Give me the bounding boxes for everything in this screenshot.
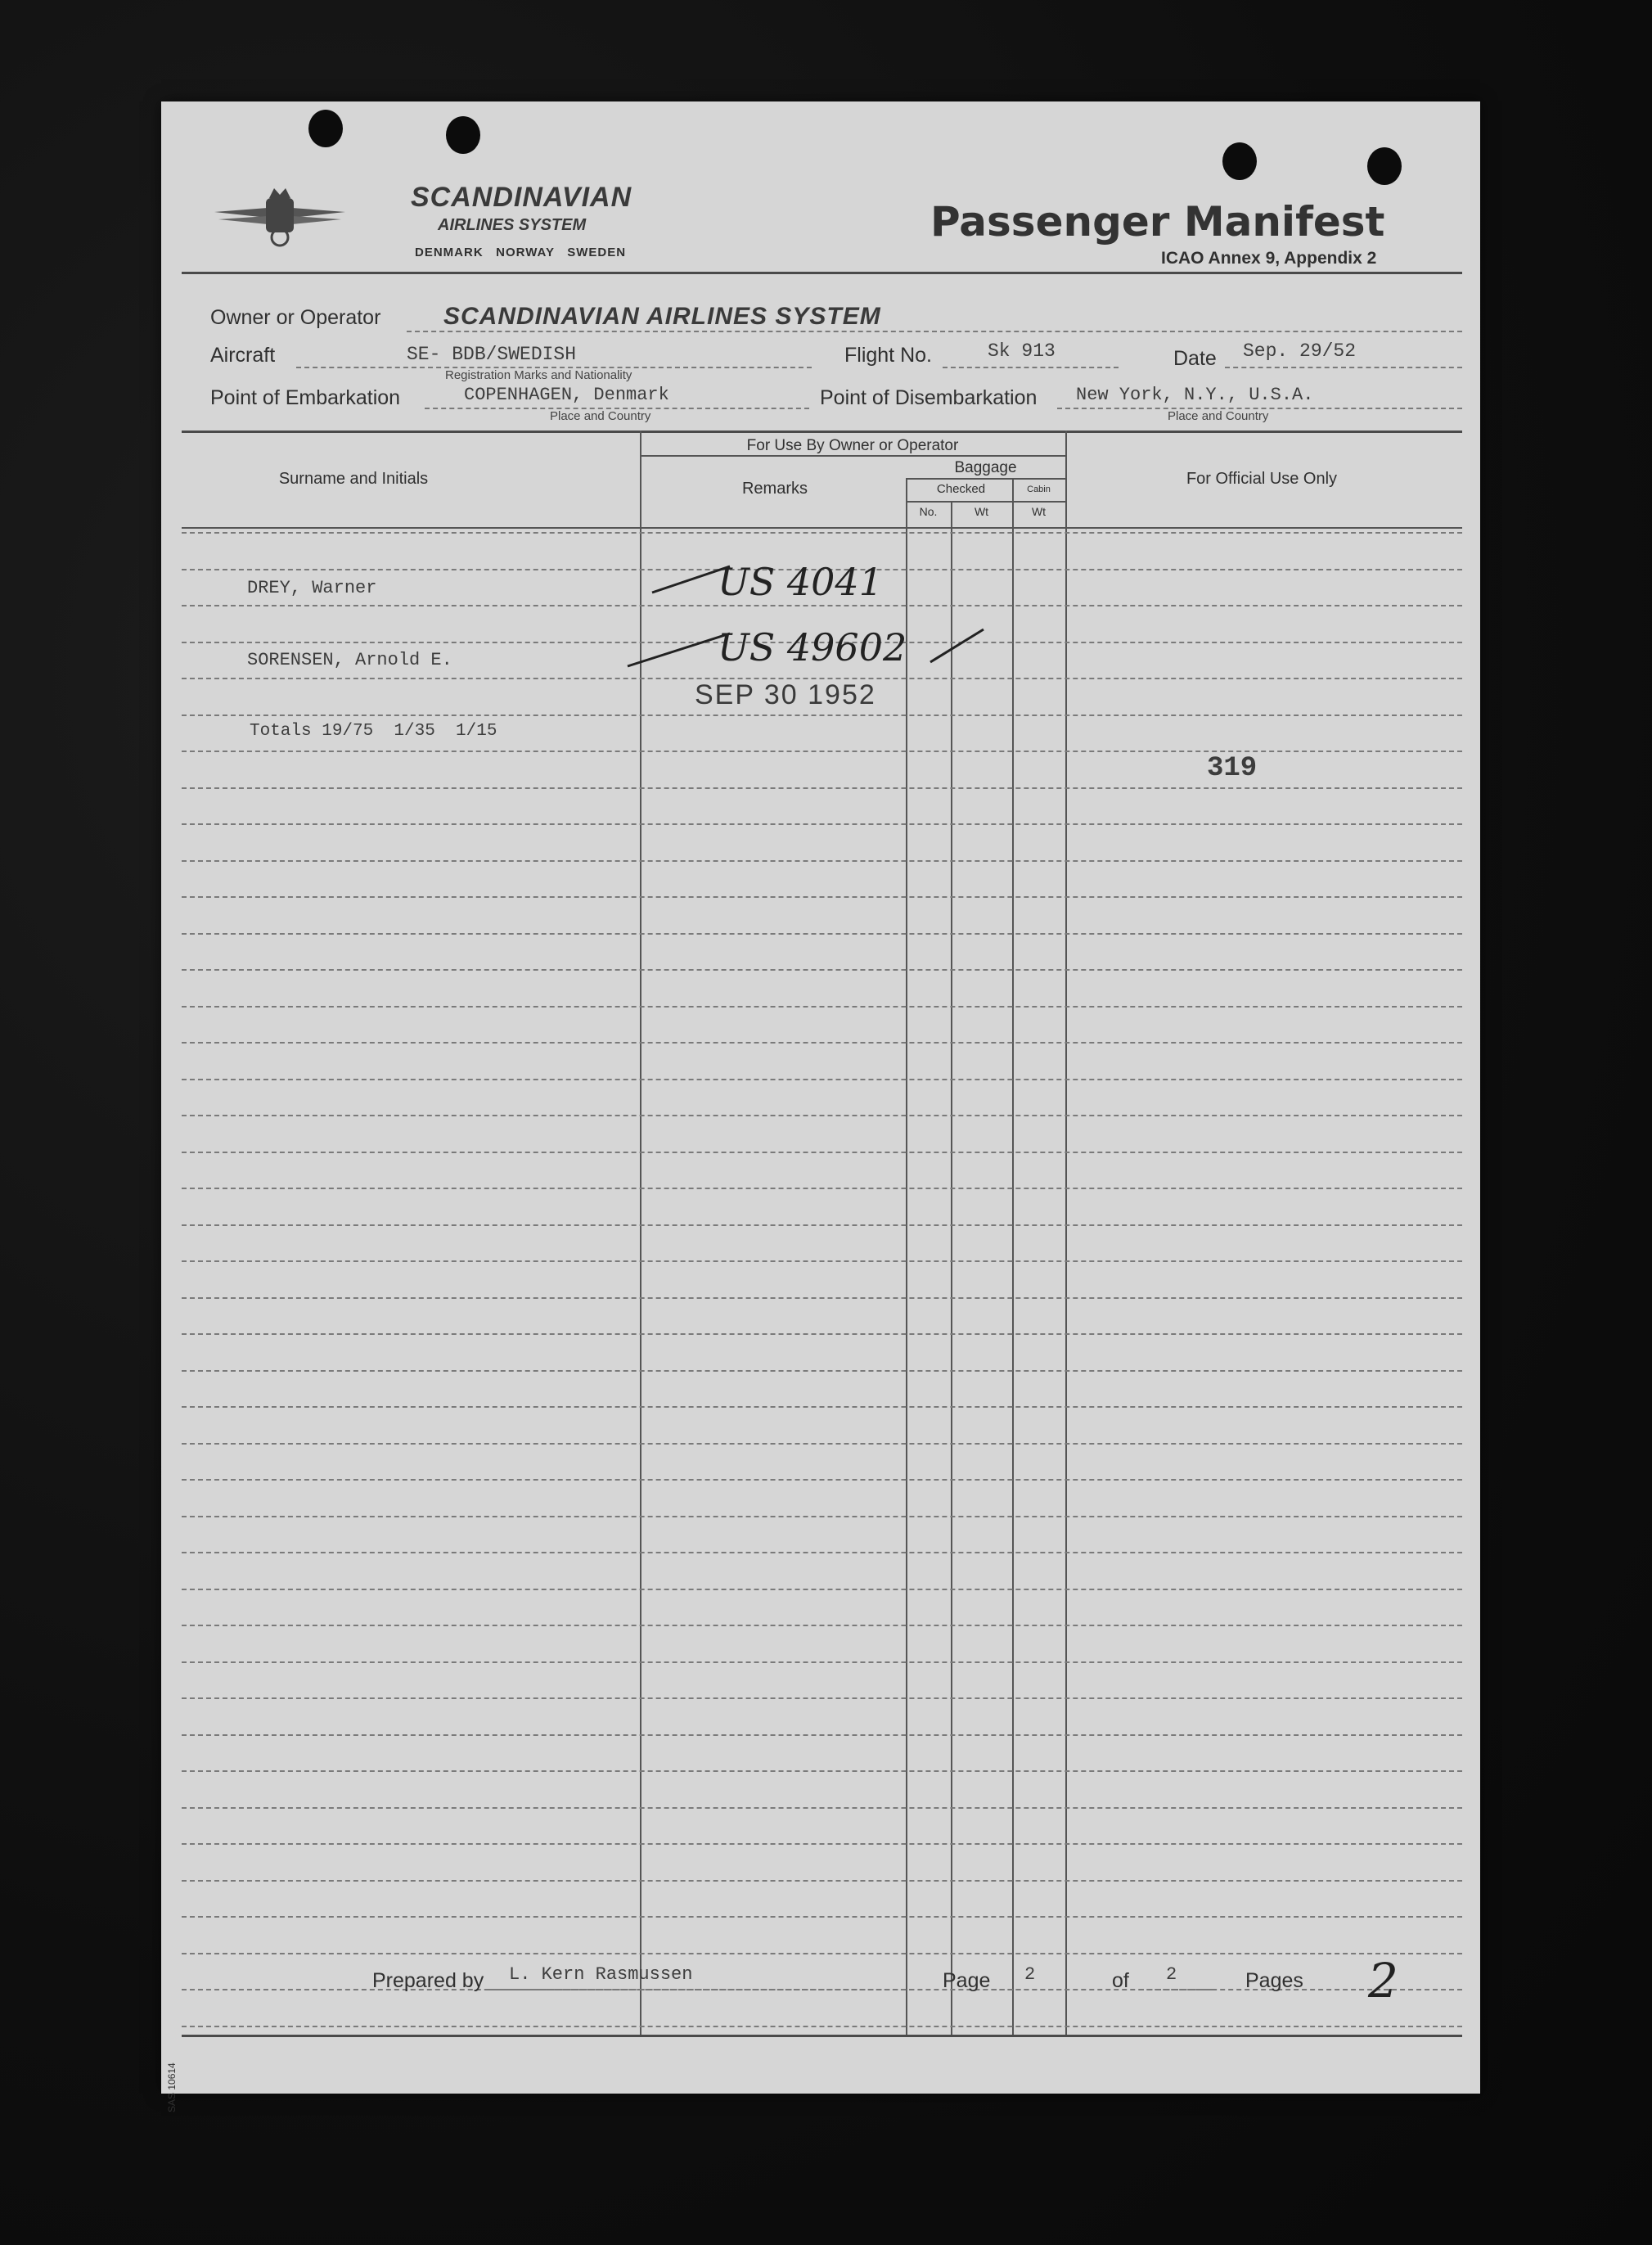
page-label: Page	[943, 1969, 991, 1992]
table-ruled-line	[182, 1734, 1462, 1736]
owner-value: SCANDINAVIAN AIRLINES SYSTEM	[443, 303, 881, 330]
form-code: SAS 10614	[166, 2062, 178, 2112]
manifest-sheet	[161, 101, 1480, 2112]
col-remarks-header: Remarks	[741, 480, 808, 498]
table-ruled-line	[182, 1260, 1462, 1262]
table-ruled-line	[182, 1661, 1462, 1663]
airline-subtitle: AIRLINES SYSTEM	[438, 216, 587, 234]
passenger-name: SORENSEN, Arnold E.	[247, 650, 452, 670]
handwritten-page-mark: 2	[1368, 1953, 1398, 2008]
col-no-header: No.	[919, 505, 938, 518]
of-line	[1139, 1989, 1213, 1990]
table-ruled-line	[182, 1370, 1462, 1372]
col-official-header: For Official Use Only	[1186, 470, 1338, 488]
table-ruled-line	[182, 751, 1462, 752]
prepared-by-value: L. Kern Rasmussen	[509, 1964, 693, 1985]
table-ruled-line	[182, 1807, 1462, 1809]
winged-crown-emblem-icon	[210, 183, 349, 249]
flight-line	[943, 367, 1119, 368]
header-rule	[182, 272, 1462, 274]
table-bottom-rule	[182, 2035, 1462, 2037]
table-ruled-line	[182, 1297, 1462, 1299]
punch-hole	[1367, 147, 1402, 185]
header-subrule	[906, 478, 1065, 480]
embarkation-value: COPENHAGEN, Denmark	[464, 385, 669, 405]
owner-label: Owner or Operator	[210, 306, 381, 329]
check-mark-icon	[648, 560, 738, 605]
official-number: 319	[1207, 753, 1258, 784]
table-ruled-line	[182, 2026, 1462, 2027]
disembarkation-label: Point of Disembarkation	[820, 386, 1038, 409]
table-ruled-line	[182, 1443, 1462, 1445]
table-ruled-line	[182, 1880, 1462, 1882]
pages-label: Pages	[1245, 1969, 1303, 1992]
header-subrule	[640, 455, 1065, 457]
table-ruled-line	[182, 1042, 1462, 1044]
flight-value: Sk 913	[988, 340, 1056, 362]
page-title: Passenger Manifest	[930, 198, 1385, 246]
table-ruled-line	[182, 1552, 1462, 1553]
date-value: Sep. 29/52	[1243, 340, 1357, 362]
table-ruled-line	[182, 1770, 1462, 1772]
table-ruled-line	[182, 1333, 1462, 1335]
date-stamp: SEP 30 1952	[695, 679, 876, 710]
page-value: 2	[1024, 1964, 1036, 1985]
table-ruled-line	[182, 1006, 1462, 1008]
passenger-remarks: US 49602	[718, 625, 907, 669]
col-cabin-wt-header: Wt	[1031, 505, 1047, 518]
table-ruled-line	[182, 1079, 1462, 1080]
check-mark-icon	[926, 625, 992, 670]
page-line	[992, 1989, 1069, 1990]
table-ruled-line	[182, 1188, 1462, 1189]
table-ruled-line	[182, 1916, 1462, 1918]
punch-hole	[308, 110, 343, 147]
prepared-by-label: Prepared by	[372, 1969, 484, 1992]
embarkation-caption: Place and Country	[550, 409, 651, 423]
column-divider	[951, 501, 952, 2035]
airline-countries: DENMARK NORWAY SWEDEN	[415, 246, 627, 259]
page-subtitle: ICAO Annex 9, Appendix 2	[1161, 249, 1377, 268]
table-ruled-line	[182, 1625, 1462, 1626]
flight-label: Flight No.	[844, 344, 932, 367]
table-ruled-line	[182, 1479, 1462, 1481]
of-label: of	[1112, 1969, 1129, 1992]
aircraft-value: SE- BDB/SWEDISH	[407, 344, 577, 365]
table-ruled-line	[182, 1843, 1462, 1845]
embarkation-label: Point of Embarkation	[210, 386, 401, 409]
aircraft-label: Aircraft	[210, 344, 276, 367]
table-ruled-line	[182, 1953, 1462, 1954]
table-ruled-line	[182, 1224, 1462, 1226]
punch-hole	[1222, 142, 1257, 180]
table-ruled-line	[182, 1406, 1462, 1408]
passenger-remarks: US 4041	[718, 560, 883, 604]
date-label: Date	[1173, 347, 1217, 370]
table-ruled-line	[182, 969, 1462, 971]
aircraft-caption: Registration Marks and Nationality	[445, 368, 632, 382]
col-surname-header: Surname and Initials	[278, 470, 429, 488]
punch-hole	[446, 116, 480, 154]
disembarkation-caption: Place and Country	[1168, 409, 1269, 423]
cabin-header: Cabin	[1027, 485, 1051, 494]
check-mark-icon	[623, 625, 738, 678]
column-divider	[1065, 431, 1067, 2035]
table-ruled-line	[182, 532, 1462, 534]
header-subrule	[906, 501, 1065, 503]
operator-group-header: For Use By Owner or Operator	[746, 437, 959, 454]
table-ruled-line	[182, 933, 1462, 935]
passenger-name: DREY, Warner	[247, 578, 377, 598]
table-ruled-line	[182, 1589, 1462, 1590]
checked-header: Checked	[936, 482, 986, 496]
of-value: 2	[1166, 1964, 1177, 1985]
table-ruled-line	[182, 1697, 1462, 1699]
column-divider	[1012, 478, 1014, 2035]
totals-line: Totals 19/75 1/35 1/15	[250, 722, 497, 741]
airline-name: SCANDINAVIAN	[411, 182, 632, 213]
column-divider	[906, 478, 907, 2035]
header-bottom-rule	[182, 527, 1462, 529]
table-ruled-line	[182, 605, 1462, 606]
table-ruled-line	[182, 787, 1462, 789]
table-ruled-line	[182, 1152, 1462, 1153]
prepared-by-line	[488, 1989, 914, 1990]
table-ruled-line	[182, 715, 1462, 716]
table-ruled-line	[182, 896, 1462, 898]
baggage-header: Baggage	[954, 459, 1017, 476]
date-line	[1225, 367, 1462, 368]
owner-line	[407, 331, 1462, 332]
table-ruled-line	[182, 1516, 1462, 1517]
disembarkation-value: New York, N.Y., U.S.A.	[1076, 385, 1314, 405]
table-ruled-line	[182, 860, 1462, 862]
table-ruled-line	[182, 1115, 1462, 1116]
table-top-rule	[182, 431, 1462, 433]
col-wt-header: Wt	[974, 505, 989, 518]
table-ruled-line	[182, 823, 1462, 825]
